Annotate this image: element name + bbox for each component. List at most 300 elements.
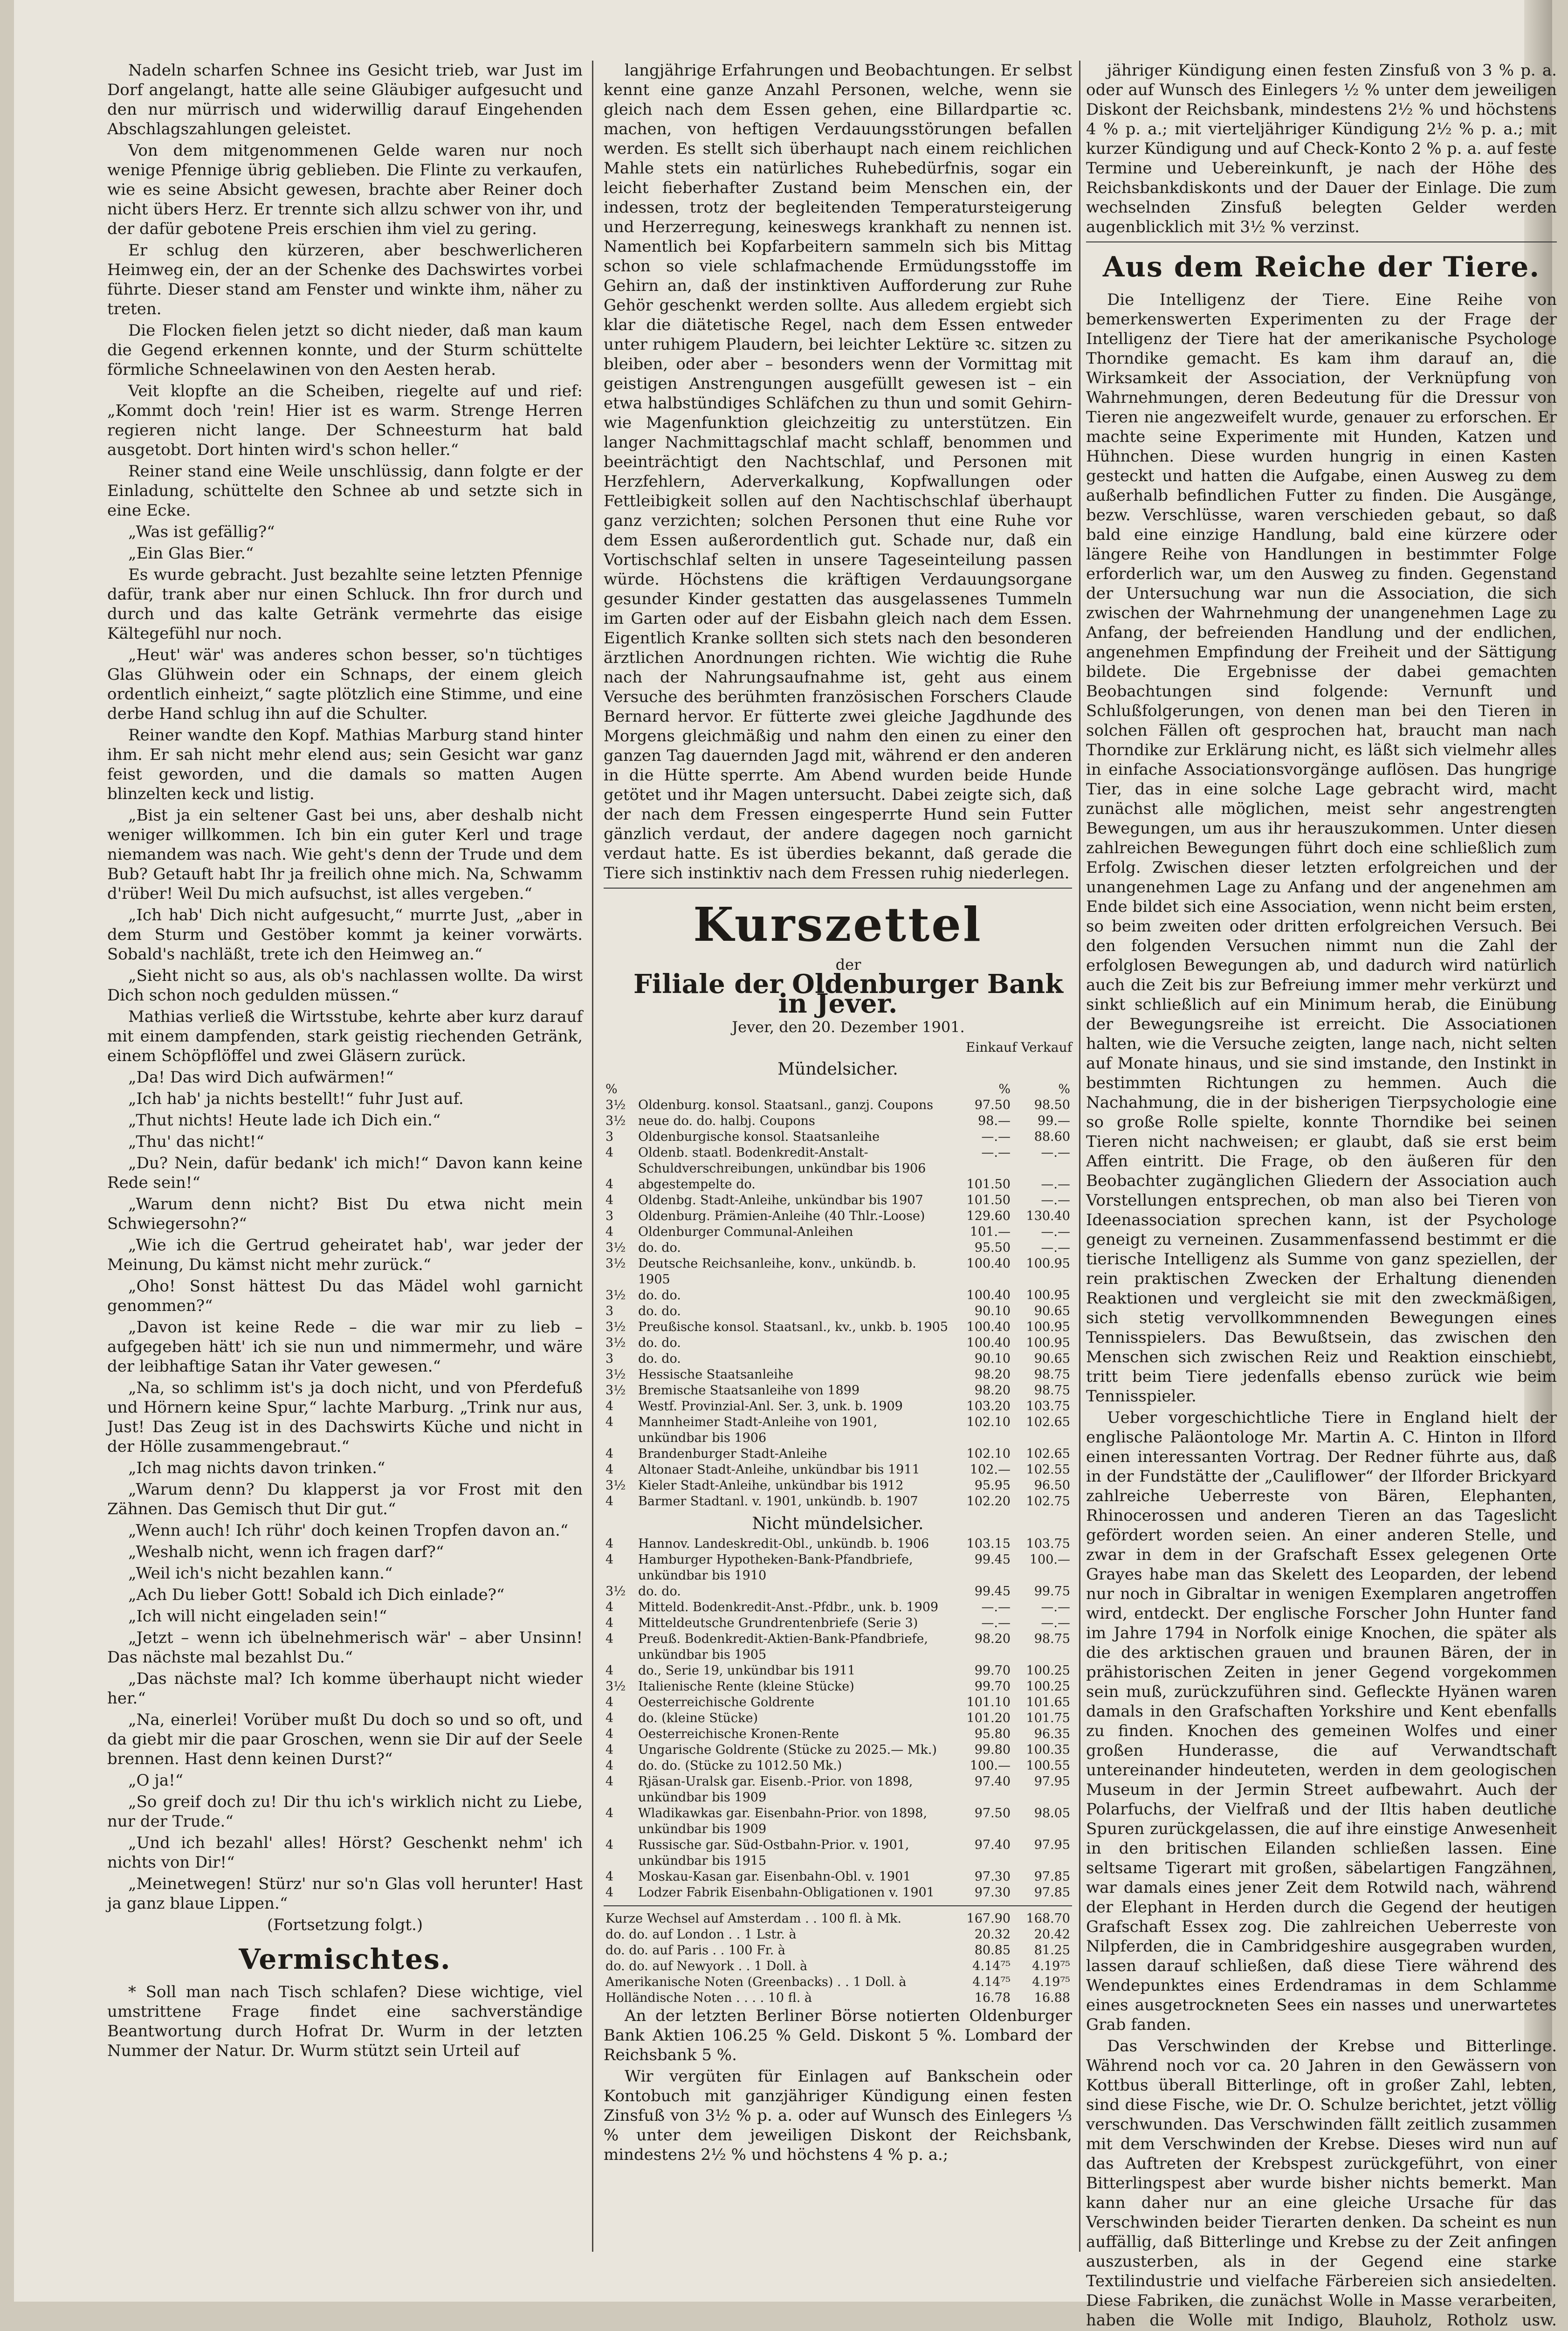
table-row — [604, 1631, 1072, 1663]
table-row — [604, 1097, 1072, 1113]
table-row — [604, 1837, 1072, 1869]
table-cell: 3½ — [605, 1679, 626, 1694]
table-row — [604, 1927, 1072, 1943]
table-cell: 101.20 — [966, 1711, 1011, 1725]
table-cell: 100.95 — [1026, 1256, 1070, 1271]
column-2 — [604, 61, 1072, 2166]
table-cell: Oldenburg. Prämien-Anleihe (40 Thlr.-Loose) — [638, 1209, 925, 1223]
table-cell: Lodzer Fabrik Eisenbahn-Obligationen v. 1901 — [638, 1885, 935, 1900]
story-paragraph: „So greif doch zu! Dir thu ich's wirklich nicht zu Liebe, nur der Trude.“ — [107, 1793, 583, 1831]
table-cell: Kurze Wechsel auf Amsterdam . . 100 fl. à Mk. — [605, 1911, 901, 1926]
story-paragraph: „Ich hab' Dich nicht aufgesucht,“ murrte Just, „aber in dem Sturm und Gestöber kommt ja keiner vorwärts. Sobald's nachläßt, trete ich den Heimweg an.“ — [107, 906, 583, 964]
column-3 — [1086, 61, 1557, 2331]
table-cell: Russische gar. Süd-Ostbahn-Prior. v. 1901, unkündbar bis 1915 — [638, 1838, 909, 1868]
table-cell: 129.60 — [966, 1209, 1011, 1223]
table-cell: do. do. — [638, 1336, 681, 1350]
table-cell: 4.19⁷⁵ — [1032, 1975, 1070, 1989]
table-cell: 99.70 — [974, 1663, 1011, 1678]
table-cell: 4 — [605, 1695, 614, 1710]
table-cell: 101.65 — [1026, 1695, 1070, 1710]
table-cell: 3½ — [605, 1241, 626, 1255]
bank-note-1: An der letzten Berliner Börse notierten Oldenburger Bank Aktien 106.25 % Geld. Diskont 5 %. Lombard der Reichsbank 5 %. — [604, 2007, 1072, 2064]
story-paragraph: „O ja!“ — [128, 1771, 184, 1790]
table-cell: —.— — [981, 1145, 1011, 1160]
table-cell: 4 — [605, 1494, 614, 1509]
table-row — [604, 1335, 1072, 1351]
table-cell: % — [605, 1082, 618, 1097]
table-cell: 100.40 — [966, 1336, 1011, 1350]
table-cell: 3½ — [605, 1367, 626, 1382]
story-paragraph: Mathias verließ die Wirtsstube, kehrte aber kurz darauf mit einem dampfenden, stark geistig riechenden Getränk, einem Schöpflöffel und zwei Gläsern zurück. — [107, 1007, 583, 1065]
table-cell: 102.10 — [966, 1447, 1011, 1461]
table-cell: 81.25 — [1034, 1943, 1070, 1958]
tiere-paragraph: Ueber vorgeschichtliche Tiere in England hielt der englische Paläontologe Mr. Martin A. C. Hinton in Ilford einen interessanten Vortrag. Der Redner führte aus, daß in der Fundstätte der „Cauliflower“ der Ilforder Brickyard zahlreiche Ueberreste von Bären, Elephanten, Rhinocerossen und anderen Tieren an das Tageslicht gefördert worden seien. An einer anderen Stelle, und zwar in dem in der Grafschaft Essex gelegenen Orte Grayes habe man das Skelett des Leoparden, der lebend nur noch in Gibraltar in wenigen Exemplaren angetroffen wird, entdeckt. Der englische Forscher John Hunter fand im Jahre 1794 in Norfolk einige Knochen, die später als die des arktischen grauen und braunen Bären, der in prähistorischen Zeiten in jener Gegend vorgekommen sein muß, zurückzuführen sind. Gefleckte Hyänen waren damals in den Grafschaften Yorkshire und Kent ebenfalls zu finden. Knochen des gemeinen Wolfes und einer großen Hunderasse, die auf Verwandtschaft untereinander hindeuteten, werden in dem geologischen Museum in der Jermin Street aufbewahrt. Auch der Polarfuchs, der Vielfraß und der Iltis haben deutliche Spuren zurückgelassen, die auf ihre einstige Anwesenheit in den britischen Eilanden schließen lassen. Eine seltsame Tigerart mit großen, säbelartigen Fangzähnen, war damals eines jener Zeit dem Rotwild nach, während der Elephant in Herden durch die Gegend der heutigen Grafschaft Essex zog. Die zahlreichen Ueberreste von Nilpferden, die in Cambridgeshire ausgegraben wurden, lassen darauf schließen, daß diese Tiere während des Wendepunktes eines Erdendramas in dem Schlamme eines ausgetrockneten Sees ein nasses und unerwartetes Grab fanden. — [1086, 1408, 1557, 2034]
table-cell: Oldenburger Communal-Anleihen — [638, 1225, 853, 1239]
kurszettel-title: Kurszettel — [693, 897, 983, 952]
table-cell: 3½ — [605, 1114, 626, 1128]
table-cell: 3½ — [605, 1336, 626, 1350]
table-row — [604, 1082, 1072, 1097]
table-cell: do. do. auf Newyork . . 1 Doll. à — [605, 1959, 808, 1973]
table-cell: 98.20 — [974, 1383, 1011, 1398]
column-1 — [107, 61, 583, 2062]
table-cell: 98.20 — [974, 1632, 1011, 1646]
table-cell: Altonaer Stadt-Anleihe, unkündbar bis 1911 — [638, 1462, 920, 1477]
table-cell: 3½ — [605, 1288, 626, 1303]
table-cell: Barmer Stadtanl. v. 1901, unkündb. b. 1907 — [638, 1494, 918, 1509]
table-cell: 103.15 — [966, 1537, 1011, 1551]
tiere-articles — [1086, 290, 1557, 2331]
table-cell: Brandenburger Stadt-Anleihe — [638, 1447, 827, 1461]
article-paragraph: langjährige Erfahrungen und Beobachtungen. Er selbst kennt eine ganze Anzahl Personen, welche, wenn sie gleich nach dem Essen gehen, eine Billardpartie ꝛc. machen, von heftigen Verdauungsstörungen befallen werden. Es stellt sich überhaupt nach einem reichlichen Mahle stets ein natürliches Ruhebedürfnis, sogar ein leicht fieberhafter Zustand beim Menschen ein, der indessen, trotz der begleitenden Temperatursteigerung und Herzerregung, keineswegs krankhaft zu nennen ist. Namentlich bei Kopfarbeitern sammeln sich bis Mittag schon so viele schlafmachende Ermüdungsstoffe im Gehirn an, daß der instinktiven Aufforderung zur Ruhe Gehör geschenkt werden sollte. Aus alledem ergiebt sich klar die diätetische Regel, nach dem Essen entweder unter ruhigem Plaudern, bei leichter Lektüre ꝛc. sitzen zu bleiben, oder aber – besonders wenn der Vormittag mit geistigen Anstrengungen ausgefüllt gewesen ist – ein etwa halbstündiges Schläfchen zu thun und somit Gehirn- wie Magenfunktion gleichzeitig zu unterstützen. Ein langer Nachmittagschlaf macht schlaff, benommen und beeinträchtigt den Nachtschlaf, und Personen mit Herzfehlern, Aderverkalkung, Kopfwallungen oder Fettleibigkeit sollen auf den Nachtischschlaf überhaupt ganz verzichten; solchen Personen thut eine Ruhe vor dem Essen außerordentlich gut. Schade nur, daß ein Vortischschlaf selten in unsere Tageseinteilung passen würde. Höchstens die kräftigen Verdauungsorgane gesunder Kinder gestatten das ausgelassenes Tummeln im Garten oder auf der Eisbahn gleich nach dem Essen. Eigentlich Kranke sollten sich stets nach den besonderen ärztlichen Anordnungen richten. Wie wichtig die Ruhe nach der Nahrungsaufnahme ist, geht aus einem Versuche des berühmten französischen Forschers Claude Bernard hervor. Er fütterte zwei gleiche Jagdhunde des Morgens gleichmäßig und nahm den einen zu einer den ganzen Tag dauernden Jagd mit, während er den anderen in die Hütte sperrte. Am Abend wurden beide Hunde getötet und ihr Magen untersucht. Dabei zeigte sich, daß der nach dem Fressen eingesperrte Hund sein Futter gänzlich verdaut, der andere dagegen noch garnicht verdaut hatte. Es ist überdies bekannt, daß gerade die Tiere sich instinktiv nach dem Fressen ruhig niederlegen. — [604, 61, 1072, 883]
table-cell: 4 — [605, 1415, 614, 1429]
table-cell — [636, 1082, 953, 1097]
table-cell: do. do. auf London . . 1 Lstr. à — [605, 1927, 797, 1942]
table-cell: Bremische Staatsanleihe von 1899 — [638, 1383, 860, 1398]
table-cell: 102.75 — [1026, 1494, 1070, 1509]
table-cell: 97.40 — [974, 1838, 1011, 1852]
table-cell: 98.20 — [974, 1367, 1011, 1382]
story-paragraph: „Wenn auch! Ich rühr' doch keinen Tropfen davon an.“ — [128, 1521, 569, 1540]
table-cell: 4 — [605, 1869, 614, 1884]
column-rule — [1079, 61, 1080, 2252]
table-cell: 100.40 — [966, 1256, 1011, 1271]
exchange-table — [604, 1911, 1072, 2006]
story-paragraph: „Das nächste mal? Ich komme überhaupt nicht wieder her.“ — [107, 1669, 583, 1708]
table-cell: 4 — [605, 1177, 614, 1192]
vermischtes-paragraph: * Soll man nach Tisch schlafen? Diese wichtige, viel umstrittene Frage findet eine sachverständige Beantwortung durch Hofrat Dr. Wurm in der letzten Nummer der Natur. Dr. Wurm stützt sein Urteil auf — [107, 1983, 583, 2060]
table-cell: 4 — [605, 1806, 614, 1821]
table-cell: 4 — [605, 1537, 614, 1551]
table-cell: 4 — [605, 1711, 614, 1725]
table-cell: 96.35 — [1034, 1727, 1070, 1741]
tiere-paragraph: Die Intelligenz der Tiere. Eine Reihe von bemerkenswerten Experimenten zu der Frage der Intelligenz der Tiere hat der amerikanische Psychologe Thorndike gemacht. Es kam ihm darauf an, die Wirksamkeit der Association, der Verknüpfung von Wahrnehmungen, deren Bedeutung für die Dressur von Tieren nie angezweifelt wurde, genauer zu erforschen. Er machte seine Experimente mit Hunden, Katzen und Hühnchen. Diese wurden hungrig in einen Kasten gesteckt und hatten die Aufgabe, einen Ausweg zu dem außerhalb befindlichen Futter zu finden. Die Ausgänge, bezw. Verschlüsse, waren verschieden gebaut, so daß bald eine einzige Handlung, bald eine kürzere oder längere Reihe von Handlungen in bestimmter Folge erforderlich war, um den Ausweg zu finden. Gegenstand der Untersuchung war nun die Association, die sich zwischen der Wahrnehmung der unangenehmen Lage zu Anfang, der befreienden Handlung und der endlichen, angenehmen Empfindung der Freiheit und der Sättigung bildete. Die Ergebnisse der dabei gemachten Beobachtungen sind folgende: Vernunft und Schlußfolgerungen, von denen man bei den Tieren in solchen Fällen oft gesprochen hat, braucht man nach Thorndike zur Erklärung nicht, es läßt sich vielmehr alles in einfache Associationsvorgänge auflösen. Das hungrige Tier, das in eine solche Lage gebracht wird, macht zunächst alle möglichen, meist sehr angestrengten Bewegungen, um aus ihr herauszukommen. Unter diesen zahlreichen Bewegungen führt doch eine schließlich zum Erfolg. Zwischen dieser letzten erfolgreichen und der unangenehmen Lage zu Anfang und der angenehmen am Ende bildet sich eine Association, wenn nicht beim ersten, so beim zweiten oder dritten erfolgreichen Versuch. Bei den folgenden Versuchen nimmt nun die Zahl der erfolglosen Bewegungen ab, und dadurch wird natürlich auch die Zeit bis zur Befreiung immer mehr verkürzt und sinkt schließlich auf ein Minimum herab, die Einübung der Bewegungsreihe ist erreicht. Die Associationen halten, wie die Versuche zeigten, lange nach, nicht selten auf Monate hinaus, und sie sind imstande, den Instinkt in bestimmten Richtungen zu hemmen. Auch die Nachahmung, die in der bisherigen Tierpsychologie eine so große Rolle spielte, konnte Thorndike bei seinen Tieren nicht nachweisen; er glaubt, daß sie erst beim Affen eintritt. Die Frage, ob den äußeren für den Beobachter zugänglichen Gliedern der Association auch Vorstellungen entsprechen, ob man also bei Tieren von Ideenassociation sprechen kann, ist der Psychologe geneigt zu verneinen. Zusammenfassend bestimmt er die tierische Intelligenz als Summe von ganz speziellen, der rein praktischen Zwecken der Erhaltung dienenden Reaktionen und vergleicht sie mit den zweckmäßigen, sich stetig vervollkommnenden Bewegungen eines Tennisspielers. Das Bewußtsein, das zwischen den Menschen sich zwischen Reiz und Reaktion einschiebt, tritt beim Tiere jedenfalls ebenso zurück wie beim Tennisspieler. — [1086, 290, 1557, 1406]
table-cell: 88.60 — [1034, 1130, 1070, 1144]
story-paragraph: „Weshalb nicht, wenn ich fragen darf?“ — [128, 1543, 444, 1561]
table-cell: 3 — [605, 1130, 614, 1144]
table-row — [604, 1600, 1072, 1615]
table-cell: —.— — [981, 1600, 1011, 1614]
table-cell: 100.— — [970, 1759, 1011, 1773]
table-row — [604, 1758, 1072, 1774]
table-row — [604, 1584, 1072, 1600]
divider — [604, 1905, 1072, 1906]
table-cell: 97.40 — [974, 1774, 1011, 1789]
table-cell: Moskau-Kasan gar. Eisenbahn-Obl. v. 1901 — [638, 1869, 911, 1884]
story-paragraph: Von dem mitgenommenen Gelde waren nur noch wenige Pfennige übrig geblieben. Die Flinte zu verkaufen, wie es seine Absicht gewesen, brachte aber Reiner doch nicht übers Herz. Er trennte sich allzu schwer von ihr, und der dafür gebotene Preis erschien ihm viel zu gering. — [107, 141, 583, 238]
table-cell: 102.— — [970, 1462, 1011, 1477]
kurszettel-date: Jever, den 20. Dezember 1901. — [732, 1018, 965, 1036]
table-cell: 97.95 — [1034, 1774, 1070, 1789]
table-cell: do. do. — [638, 1288, 681, 1303]
table-cell: 97.50 — [974, 1806, 1011, 1821]
column-rule — [592, 61, 593, 2252]
table-cell: 102.65 — [1026, 1415, 1070, 1429]
table-cell: 4 — [605, 1838, 614, 1852]
table-cell: 4 — [605, 1145, 614, 1160]
story-paragraph: „Thut nichts! Heute lade ich Dich ein.“ — [128, 1111, 441, 1130]
table-cell: —.— — [1041, 1225, 1070, 1239]
section-nicht-muendelsicher: Nicht mündelsicher. — [752, 1514, 924, 1533]
kurszettel-der: der — [835, 956, 861, 973]
table-row — [604, 1288, 1072, 1303]
table-cell: Mannheimer Stadt-Anleihe von 1901, unkündbar bis 1906 — [638, 1415, 878, 1445]
story-paragraph: Veit klopfte an die Scheiben, riegelte auf und rief: „Kommt doch 'rein! Hier ist es warm. Strenge Herren regieren nicht lange. Der Schneesturm hat bald ausgetobt. Dort hinten wird's schon heller.“ — [107, 382, 583, 459]
table-cell: % — [1058, 1082, 1070, 1097]
rates-table-1 — [604, 1082, 1072, 1510]
section-muendelsicher: Mündelsicher. — [777, 1060, 898, 1079]
table-cell: Westf. Provinzial-Anl. Ser. 3, unk. b. 1909 — [638, 1399, 903, 1414]
table-cell: 4 — [605, 1885, 614, 1900]
table-cell: 3½ — [605, 1256, 626, 1271]
story-paragraph: „Ich mag nichts davon trinken.“ — [128, 1459, 385, 1477]
story-paragraph: „Sieht nicht so aus, als ob's nachlassen wollte. Da wirst Dich schon noch gedulden müssen.“ — [107, 966, 583, 1005]
story-paragraph: Die Flocken fielen jetzt so dicht nieder, daß man kaum die Gegend erkennen konnte, und der Sturm schüttelte förmliche Schneelawinen von den Aesten herab. — [107, 321, 583, 379]
story-paragraph: „Ich will nicht eingeladen sein!“ — [128, 1607, 387, 1626]
table-row — [604, 1663, 1072, 1679]
bank-note-2: Wir vergüten für Einlagen auf Bankschein oder Kontobuch mit ganzjähriger Kündigung einen festen Zinsfuß von 3½ % p. a. oder auf Wunsch des Einlegers ⅓ % unter dem jeweiligen Diskont der Reichsbank, mindestens 2½ % und höchstens 4 % p. a.; — [604, 2067, 1072, 2164]
table-cell: Holländische Noten . . . . 10 fl. à — [605, 1991, 812, 2005]
table-cell: 100.40 — [966, 1320, 1011, 1334]
price-header: Einkauf Verkauf — [965, 1040, 1072, 1055]
table-cell: —.— — [1041, 1616, 1070, 1630]
table-row — [604, 1177, 1072, 1193]
table-cell: 101.50 — [966, 1177, 1011, 1192]
table-cell: —.— — [981, 1616, 1011, 1630]
story-paragraph: „Da! Das wird Dich aufwärmen!“ — [128, 1068, 394, 1087]
table-cell: Oldenb. staatl. Bodenkredit-Anstalt-Schuldverschreibungen, unkündbar bis 1906 — [638, 1145, 926, 1176]
table-cell: 103.20 — [966, 1399, 1011, 1414]
story-paragraph: „Warum denn? Du klapperst ja vor Frost mit den Zähnen. Das Gemisch thut Dir gut.“ — [107, 1480, 583, 1518]
table-cell: Mitteld. Bodenkredit-Anst.-Pfdbr., unk. b. 1909 — [638, 1600, 939, 1614]
table-cell: 4 — [605, 1743, 614, 1757]
story-paragraph: „Warum denn nicht? Bist Du etwa nicht mein Schwiegersohn?“ — [107, 1195, 583, 1233]
table-cell: 4 — [605, 1552, 614, 1567]
table-cell: 101.— — [970, 1225, 1011, 1239]
newspaper-page — [14, 0, 1557, 2330]
table-cell: 103.75 — [1026, 1399, 1070, 1414]
table-cell: % — [998, 1082, 1011, 1097]
story-paragraph: „Na, so schlimm ist's ja doch nicht, und von Pferdefuß und Hörnern keine Spur,“ lachte Marburg. „Trink nur aus, Just! Das Zeug ist in des Dachswirts Küche und nicht in der Hölle zusammengebraut.“ — [107, 1379, 583, 1456]
table-cell: 98.75 — [1034, 1367, 1070, 1382]
table-cell: 4 — [605, 1600, 614, 1614]
table-cell: Hessische Staatsanleihe — [638, 1367, 794, 1382]
vermischtes-heading: Vermischtes. — [239, 1943, 451, 1976]
table-row — [604, 1446, 1072, 1462]
table-cell: 80.85 — [974, 1943, 1011, 1958]
table-cell: 100.25 — [1026, 1663, 1070, 1678]
tiere-paragraph: Das Verschwinden der Krebse und Bitterlinge. Während noch vor ca. 20 Jahren in den Gewässern von Kottbus überall Bitterlinge, oft in großer Zahl, lebten, sind diese Fische, wie Dr. O. Schulze berichtet, jetzt völlig verschwunden. Das Verschwinden fällt zeitlich zusammen mit dem Verschwinden der Krebse. Dieses wird nun auf das Auftreten der Krebspest zurückgeführt, von einer Bitterlingspest aber wurde bisher nichts bemerkt. Man kann daher nur an eine gleiche Ursache für das Verschwinden beider Tierarten denken. Da scheint es nun auffällig, daß Bitterlinge und Krebse zu der Zeit anfingen auszusterben, als in der Gegend eine starke Textilindustrie und vielfache Färbereien sich ansiedelten. Diese Fabriken, die zunächst Wolle in Masse verarbeiten, haben die Wolle mit Indigo, Blauholz, Rotholz usw. — [1086, 2037, 1557, 2330]
table-cell: 3½ — [605, 1584, 626, 1599]
table-cell: 4.14⁷⁵ — [972, 1975, 1011, 1989]
table-cell: —.— — [1041, 1241, 1070, 1255]
story-paragraph: „Ein Glas Bier.“ — [128, 544, 254, 563]
table-cell: 100.55 — [1026, 1759, 1070, 1773]
table-cell: 130.40 — [1026, 1209, 1070, 1223]
table-cell: 3 — [605, 1209, 614, 1223]
story-paragraph: Nadeln scharfen Schnee ins Gesicht trieb, war Just im Dorf angelangt, hatte alle seine Gläubiger aufgesucht und den nur mürrisch und widerwillig darauf Eingehenden Abschlagszahlungen geleistet. — [107, 61, 583, 138]
story-paragraph: „Ach Du lieber Gott! Sobald ich Dich einlade?“ — [128, 1586, 505, 1604]
table-cell: 101.75 — [1026, 1711, 1070, 1725]
table-cell: 102.20 — [966, 1494, 1011, 1509]
story-paragraph: Reiner wandte den Kopf. Mathias Marburg stand hinter ihm. Er sah nicht mehr elend aus; sein Gesicht war ganz feist geworden, und die damals so matten Augen blinzelten keck und listig. — [107, 726, 583, 803]
table-cell: Ungarische Goldrente (Stücke zu 2025.— Mk.) — [638, 1743, 937, 1757]
table-row — [604, 1367, 1072, 1383]
table-cell: 100.— — [1029, 1552, 1070, 1567]
table-cell: 4 — [605, 1727, 614, 1741]
table-cell: do. do. — [638, 1584, 681, 1599]
table-cell: 90.10 — [974, 1352, 1011, 1366]
story-paragraph: „Du? Nein, dafür bedank' ich mich!“ Davon kann keine Rede sein!“ — [107, 1154, 583, 1192]
table-row — [604, 1208, 1072, 1224]
table-row — [604, 1240, 1072, 1256]
table-cell: Hannov. Landeskredit-Obl., unkündb. b. 1906 — [638, 1537, 929, 1551]
table-row — [604, 1869, 1072, 1885]
table-cell: Rjäsan-Uralsk gar. Eisenb.-Prior. von 1898, unkündbar bis 1909 — [638, 1774, 913, 1805]
table-row — [604, 1383, 1072, 1399]
table-cell: do. do. (Stücke zu 1012.50 Mk.) — [638, 1759, 842, 1773]
table-row — [604, 1256, 1072, 1288]
table-row — [604, 1351, 1072, 1367]
table-cell: 3 — [605, 1352, 614, 1366]
table-cell: —.— — [1041, 1600, 1070, 1614]
table-cell: —.— — [1041, 1145, 1070, 1160]
story-paragraph: Es wurde gebracht. Just bezahlte seine letzten Pfennige dafür, trank aber nur einen Schluck. Ihn fror durch und durch und das kalte Getränk vermehrte das eisige Kältegefühl nur noch. — [107, 566, 583, 643]
interest-note: jähriger Kündigung einen festen Zinsfuß von 3 % p. a. oder auf Wunsch des Einlegers ½ % unter dem jeweiligen Diskont der Reichsbank, mindestens 2½ % und höchstens 4 % p. a.; mit vierteljähriger Kündigung 2½ % p. a.; mit kurzer Kündigung und auf Check-Konto 2 % p. a. auf feste Termine und Uebereinkunft, je nach der Höhe des Reichsbankdiskonts und der Dauer der Einlage. Die zum wechselnden Zinsfuß belegten Gelder werden augenblicklich mit 3½ % verzinst. — [1086, 61, 1557, 236]
story-paragraph: „Meinetwegen! Stürz' nur so'n Glas voll herunter! Hast ja ganz blaue Lippen.“ — [107, 1875, 583, 1913]
table-cell: Oesterreichische Goldrente — [638, 1695, 815, 1710]
table-cell: 99.70 — [974, 1679, 1011, 1694]
table-cell: 168.70 — [1026, 1911, 1070, 1926]
table-cell: 16.78 — [974, 1991, 1011, 2005]
story-paragraph: „Was ist gefällig?“ — [128, 523, 275, 541]
table-row — [604, 1113, 1072, 1129]
table-cell: Deutsche Reichsanleihe, konv., unkündb. b. 1905 — [638, 1256, 916, 1287]
table-cell: 97.85 — [1034, 1869, 1070, 1884]
table-cell: Mitteldeutsche Grundrentenbriefe (Serie 3) — [638, 1616, 918, 1630]
table-row — [604, 1911, 1072, 1927]
table-cell: 4 — [605, 1462, 614, 1477]
table-cell: 100.95 — [1026, 1320, 1070, 1334]
table-cell: 98.75 — [1034, 1383, 1070, 1398]
table-row — [604, 1319, 1072, 1335]
continuation-note: (Fortsetzung folgt.) — [267, 1916, 423, 1934]
table-row — [604, 1303, 1072, 1319]
table-row — [604, 1145, 1072, 1177]
table-cell: 100.35 — [1026, 1743, 1070, 1757]
table-row — [604, 1695, 1072, 1710]
table-row — [604, 1742, 1072, 1758]
table-cell: Oldenbg. Stadt-Anleihe, unkündbar bis 1907 — [638, 1193, 923, 1207]
table-row — [604, 1726, 1072, 1742]
table-cell: 96.50 — [1034, 1478, 1070, 1493]
serial-story — [107, 61, 583, 1913]
table-row — [604, 1536, 1072, 1552]
table-row — [604, 1224, 1072, 1240]
divider — [1086, 241, 1557, 242]
table-cell: 4.14⁷⁵ — [972, 1959, 1011, 1973]
table-cell: do. (kleine Stücke) — [638, 1711, 758, 1725]
table-cell: 99.45 — [974, 1552, 1011, 1567]
table-cell: 98.75 — [1034, 1632, 1070, 1646]
table-cell: do. do. auf Paris . . 100 Fr. à — [605, 1943, 785, 1958]
table-row — [604, 1462, 1072, 1478]
table-cell: 99.80 — [974, 1743, 1011, 1757]
table-cell: 3 — [605, 1304, 614, 1318]
table-cell: 4 — [605, 1399, 614, 1414]
table-row — [604, 1478, 1072, 1494]
story-paragraph: „Und ich bezahl' alles! Hörst? Geschenkt nehm' ich nichts von Dir!“ — [107, 1834, 583, 1872]
table-cell: Hamburger Hypotheken-Bank-Pfandbriefe, unkündbar bis 1910 — [638, 1552, 913, 1583]
table-cell: 98.50 — [1034, 1098, 1070, 1112]
table-cell: Preußische konsol. Staatsanl., kv., unkb. b. 1905 — [638, 1320, 948, 1334]
table-cell: do. do. — [638, 1352, 681, 1366]
tiere-heading: Aus dem Reiche der Tiere. — [1102, 251, 1540, 283]
story-paragraph: Reiner stand eine Weile unschlüssig, dann folgte er der Einladung, schüttelte den Schnee ab und setzte sich in eine Ecke. — [107, 462, 583, 520]
table-cell: 4 — [605, 1447, 614, 1461]
story-paragraph: „Oho! Sonst hättest Du das Mädel wohl garnicht genommen?“ — [107, 1277, 583, 1315]
table-cell: Preuß. Bodenkredit-Aktien-Bank-Pfandbriefe, unkündbar bis 1905 — [638, 1632, 928, 1662]
table-cell: 95.50 — [974, 1241, 1011, 1255]
table-row — [604, 1974, 1072, 1990]
table-cell: 101.10 — [966, 1695, 1011, 1710]
table-cell: do. do. — [638, 1304, 681, 1318]
table-row — [604, 1615, 1072, 1631]
table-cell: 4 — [605, 1759, 614, 1773]
story-paragraph: Er schlug den kürzeren, aber beschwerlicheren Heimweg ein, der an der Schenke des Dachswirtes vorbei führte. Dieser stand am Fenster und winkte ihm, näher zu treten. — [107, 241, 583, 318]
table-row — [604, 1774, 1072, 1806]
table-cell: 100.25 — [1026, 1679, 1070, 1694]
table-row — [604, 1959, 1072, 1974]
table-cell: Oldenburgische konsol. Staatsanleihe — [638, 1130, 880, 1144]
table-row — [604, 1943, 1072, 1959]
table-cell: 97.95 — [1034, 1838, 1070, 1852]
table-cell: 95.80 — [974, 1727, 1011, 1741]
table-cell: 99.45 — [974, 1584, 1011, 1599]
story-paragraph: „Jetzt – wenn ich übelnehmerisch wär' – aber Unsinn! Das nächste mal bezahlst Du.“ — [107, 1628, 583, 1667]
kurszettel-filiale: Filiale der Oldenburger Bank in Jever. — [633, 969, 1063, 1019]
table-row — [604, 1494, 1072, 1510]
table-cell: —.— — [981, 1130, 1011, 1144]
table-cell: 90.65 — [1034, 1352, 1070, 1366]
table-row — [604, 1414, 1072, 1446]
table-cell: Italienische Rente (kleine Stücke) — [638, 1679, 854, 1694]
table-cell: 99.— — [1038, 1114, 1070, 1128]
table-cell: 90.65 — [1034, 1304, 1070, 1318]
table-cell: 102.55 — [1026, 1462, 1070, 1477]
table-cell: do. do. — [638, 1241, 681, 1255]
vermischtes-text — [107, 1982, 583, 2061]
table-cell: 20.32 — [974, 1927, 1011, 1942]
table-cell: 100.95 — [1026, 1288, 1070, 1303]
story-paragraph: „Thu' das nicht!“ — [128, 1132, 264, 1151]
table-cell: 98.05 — [1034, 1806, 1070, 1821]
table-row — [604, 1885, 1072, 1901]
table-cell: 99.75 — [1034, 1584, 1070, 1599]
table-cell: 97.30 — [974, 1885, 1011, 1900]
table-cell: 97.50 — [974, 1098, 1011, 1112]
table-row — [604, 1552, 1072, 1584]
table-row — [604, 1193, 1072, 1208]
table-cell: 100.40 — [966, 1288, 1011, 1303]
table-cell: 16.88 — [1034, 1991, 1070, 2005]
table-cell: —.— — [1041, 1193, 1070, 1207]
table-cell: 3½ — [605, 1320, 626, 1334]
table-row — [604, 1679, 1072, 1695]
table-cell: 4 — [605, 1632, 614, 1646]
table-cell: 20.42 — [1034, 1927, 1070, 1942]
story-paragraph: „Na, einerlei! Vorüber mußt Du doch so und so oft, und da giebt mir die paar Groschen, wenn sie Dir auf der Seele brennen. Hast denn keinen Durst?“ — [107, 1710, 583, 1768]
table-cell: —.— — [1041, 1177, 1070, 1192]
rates-table-2 — [604, 1536, 1072, 1901]
table-cell: 100.95 — [1026, 1336, 1070, 1350]
article-continuation — [604, 61, 1072, 883]
table-cell: Kieler Stadt-Anleihe, unkündbar bis 1912 — [638, 1478, 904, 1493]
table-row — [604, 1129, 1072, 1145]
table-cell: Amerikanische Noten (Greenbacks) . . 1 Doll. à — [605, 1975, 907, 1989]
table-cell: 90.10 — [974, 1304, 1011, 1318]
table-cell: 103.75 — [1026, 1537, 1070, 1551]
story-paragraph: „Ich hab' ja nichts bestellt!“ fuhr Just auf. — [128, 1090, 464, 1108]
table-cell: 102.65 — [1026, 1447, 1070, 1461]
table-cell: neue do. do. halbj. Coupons — [638, 1114, 815, 1128]
divider — [604, 888, 1072, 889]
table-cell: 97.85 — [1034, 1885, 1070, 1900]
story-paragraph: „Wie ich die Gertrud geheiratet hab', war jeder der Meinung, Du kämst nicht mehr zurück.“ — [107, 1236, 583, 1274]
table-cell: 3½ — [605, 1478, 626, 1493]
table-cell: 4 — [605, 1616, 614, 1630]
table-cell: 4.19⁷⁵ — [1032, 1959, 1070, 1973]
table-cell: 167.90 — [966, 1911, 1011, 1926]
table-cell: do., Serie 19, unkündbar bis 1911 — [638, 1663, 856, 1678]
table-cell: 3½ — [605, 1098, 626, 1112]
story-paragraph: „Davon ist keine Rede – die war mir zu lieb – aufgegeben hätt' ich sie nun und nimmermehr, und wäre der leibhaftige Satan ihr Vater gewesen.“ — [107, 1318, 583, 1376]
table-cell: 4 — [605, 1663, 614, 1678]
story-paragraph: „Weil ich's nicht bezahlen kann.“ — [128, 1564, 393, 1583]
table-cell: 101.50 — [966, 1193, 1011, 1207]
table-cell: 3½ — [605, 1383, 626, 1398]
table-cell: Oldenburg. konsol. Staatsanl., ganzj. Coupons — [638, 1098, 934, 1112]
story-paragraph: „Bist ja ein seltener Gast bei uns, aber deshalb nicht weniger willkommen. Ich bin ein guter Kerl und trage niemandem was nach. Wie geht's denn der Trude und dem Bub? Getauft habt Ihr ja freilich ohne mich. Na, Schwamm d'rüber! Weil Du mich aufsuchst, ist alles vergeben.“ — [107, 806, 583, 903]
table-cell: Wladikawkas gar. Eisenbahn-Prior. von 1898, unkündbar bis 1909 — [638, 1806, 928, 1836]
table-cell: 4 — [605, 1774, 614, 1789]
table-cell: Oesterreichische Kronen-Rente — [638, 1727, 839, 1741]
table-cell: 95.95 — [974, 1478, 1011, 1493]
table-cell: 4 — [605, 1225, 614, 1239]
table-cell: 97.30 — [974, 1869, 1011, 1884]
table-cell: 4 — [605, 1193, 614, 1207]
table-row — [604, 1806, 1072, 1837]
